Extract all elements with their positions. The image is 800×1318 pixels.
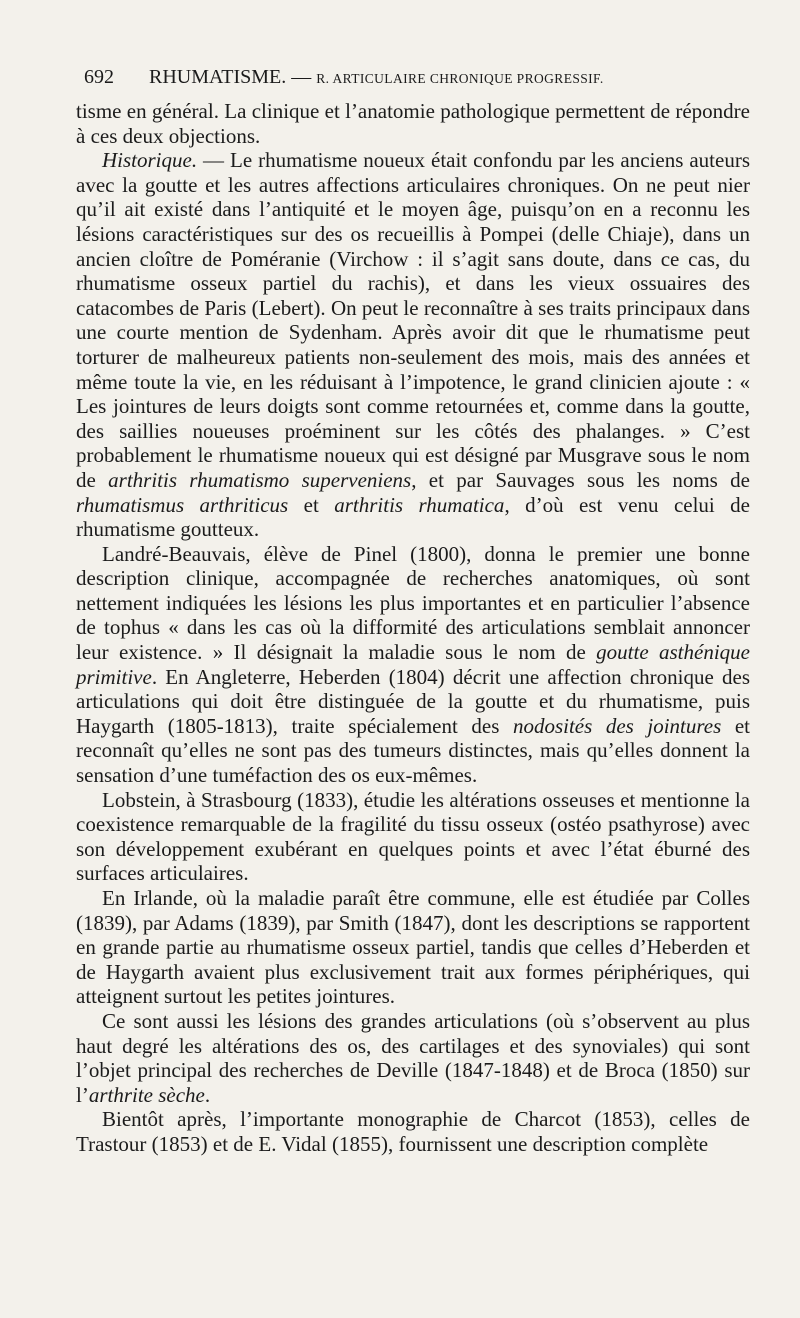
italic-term: arthrite sèche <box>88 1082 205 1107</box>
body-text <box>76 99 750 1157</box>
header-title: RHUMATISME. <box>149 66 287 88</box>
header-section: R. ARTICULAIRE CHRONIQUE PROGRESSIF. <box>316 71 604 86</box>
header-dash: — <box>291 66 312 88</box>
paragraph-grandes-articulations <box>76 1009 750 1107</box>
page-number: 692 <box>84 66 114 88</box>
italic-term: arthritis rhumatica <box>334 492 505 517</box>
paragraph-landre-beauvais <box>76 542 750 788</box>
text-run: et <box>288 492 335 517</box>
paragraph-continuation: tisme en général. La clinique et l’anatomie pathologique permettent de répondre à ces deux objections. <box>76 99 750 148</box>
italic-term: rhumatismus arthriticus <box>76 492 289 517</box>
italic-term: arthritis rhumatismo superveniens <box>108 467 412 492</box>
paragraph-charcot: Bientôt après, l’importante monographie de Charcot (1853), celles de Trastour (1853) et de E. Vidal (1855), fournissent une description complète <box>76 1107 750 1156</box>
paragraph-lobstein: Lobstein, à Strasbourg (1833), étudie les altérations osseuses et mentionne la coexistence remarquable de la fragilité du tissu osseux (ostéo psathyrose) avec son développement exubérant en quelques points et avec l’état éburné des surfaces articulaires. <box>76 787 750 886</box>
text-run: . En Angleterre, Heberden (1804) décrit une affection chronique des articulations qui doit être distinguée de la goutte et du rhumatisme, puis Haygarth (1805-1813), traite spécialement des <box>76 664 750 738</box>
text-run: et reconnaît qu’elles ne sont pas des tumeurs distinctes, mais qu’elles donnent la sensation d’une tuméfaction des os eux-mêmes. <box>76 713 750 788</box>
section-heading-historique: Historique. <box>102 148 198 173</box>
paragraph-historique <box>76 148 750 542</box>
text-run: Landré-Beauvais, élève de Pinel (1800), donna le premier une bonne description clinique, accompagnée de recherches anatomiques, où sont nettement indiquées les lésions les plus importantes et en particulier l’absence de tophus « dans les cas où la difformité des articulations semblait annoncer leur existence. » Il désignait la maladie sous le nom de <box>76 541 750 665</box>
italic-term: nodosités des jointures <box>512 713 722 738</box>
text-run: Ce sont aussi les lésions des grandes articulations (où s’observent au plus haut degré les altérations des os, des cartilages et des synoviales) qui sont l’objet principal des recherches de Deville (1847-1848) et de Broca (1850) sur l’ <box>76 1008 750 1107</box>
text-run: — Le rhumatisme noueux était confondu par les anciens auteurs avec la goutte et les autres affections articulaires chroniques. On ne peut nier qu’il ait existé dans l’antiquité et le moyen âge, puisqu’on en a reconnu les lésions caractéristiques sur des os recueillis à Pompei (delle Chiaje), dans un ancien cloître de Poméranie (Virchow : il s’agit sans doute, dans ce cas, du rhumatisme osseux partiel du rachis), et dans les vieux ossuaires des catacombes de Paris (Lebert). On peut le reconnaître à ses traits principaux dans une courte mention de Sydenham. Après avoir dit que le rhumatisme peut torturer de malheureux patients non-seulement des mois, mais des années et même toute la vie, en les réduisant à l’impotence, le grand clinicien ajoute : « Les jointures de leurs doigts sont comme retournées et, comme dans la goutte, des saillies noueuses proéminent sur les côtés des phalanges. » C’est probablement le rhumatisme noueux qui est désigné par Musgrave sous le nom de <box>76 148 750 492</box>
text-run: , d’où est venu celui de rhumatisme goutteux. <box>76 492 751 542</box>
paragraph-irlande: En Irlande, où la maladie paraît être commune, elle est étudiée par Colles (1839), par Adams (1839), par Smith (1847), dont les descriptions se rapportent en grande partie au rhumatisme osseux partiel, tandis que celles d’Heberden et de Haygarth avaient plus exclusivement trait aux formes périphériques, qui atteignent surtout les petites jointures. <box>76 886 750 1009</box>
text-run: . <box>204 1082 211 1107</box>
italic-term: goutte asthénique primitive <box>76 640 750 689</box>
text-run: , et par Sauvages sous les noms de <box>411 467 750 492</box>
running-header <box>84 66 744 89</box>
